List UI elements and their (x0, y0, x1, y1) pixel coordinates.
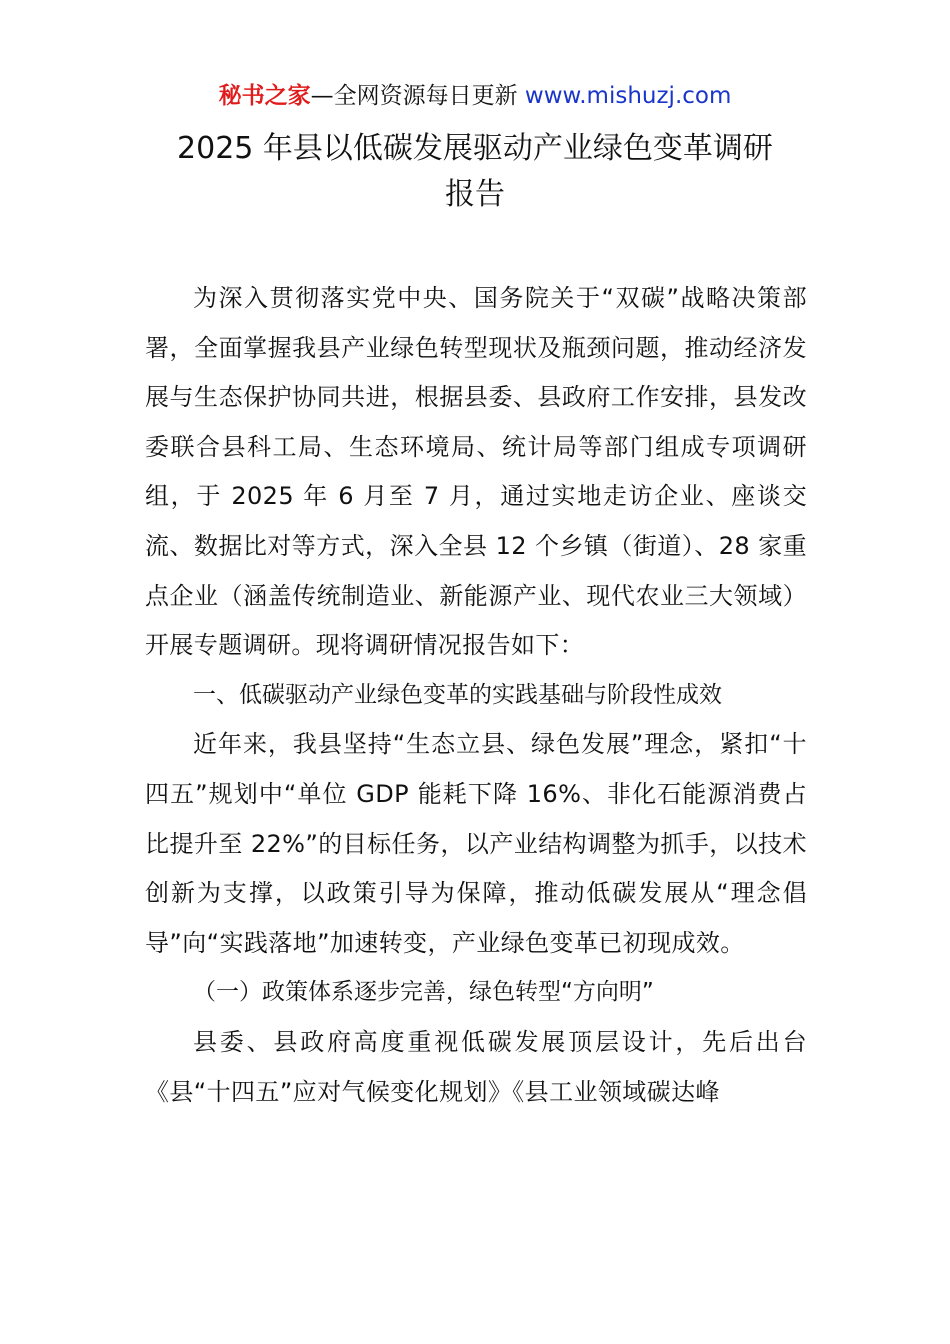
site-url-link[interactable]: www.mishuzj.com (524, 83, 732, 109)
section-heading-1: 一、低碳驱动产业绿色变革的实践基础与阶段性成效 (193, 681, 722, 708)
intro-paragraph: 为深入贯彻落实党中央、国务院关于“双碳”战略决策部署，全面掌握我县产业绿色转型现状及瓶颈问题，推动经济发展与生态保护协同共进，根据县委、县政府工作安排，县发改委联合县科工局、生态环境局、统计局等部门组成专项调研组，于 2025 年 6 月至 7 月，通过实地走访企业、座谈交流、数据比对等方式，深入全县 12 个乡镇（街道）、28 家重点企业（涵盖传统制造业、新能源产业、现代农业三大领域）开展专题调研。现将调研情况报告如下： (145, 284, 807, 660)
site-header-banner (0, 80, 950, 112)
header-tagline: —全网资源每日更新 (310, 83, 525, 109)
document-title (150, 126, 800, 218)
document-title-line-1: 2025 年县以低碳发展驱动产业绿色变革调研 (177, 131, 773, 166)
section-1-paragraph: 近年来，我县坚持“生态立县、绿色发展”理念，紧扣“十四五”规划中“单位 GDP 能耗下降 16%、非化石能源消费占比提升至 22%”的目标任务，以产业结构调整为抓手，以技术创新为支撑，以政策引导为保障，推动低碳发展从“理念倡导”向“实践落地”加速转变，产业绿色变革已初现成效。 (145, 730, 807, 957)
brand-name: 秘书之家 (218, 83, 311, 109)
subsection-1-paragraph: 县委、县政府高度重视低碳发展顶层设计，先后出台《县“十四五”应对气候变化规划》《县工业领域碳达峰 (145, 1027, 807, 1106)
document-title-line-2: 报告 (445, 177, 505, 212)
document-body (145, 274, 807, 1117)
subsection-heading-1: （一）政策体系逐步完善，绿色转型“方向明” (193, 979, 654, 1006)
